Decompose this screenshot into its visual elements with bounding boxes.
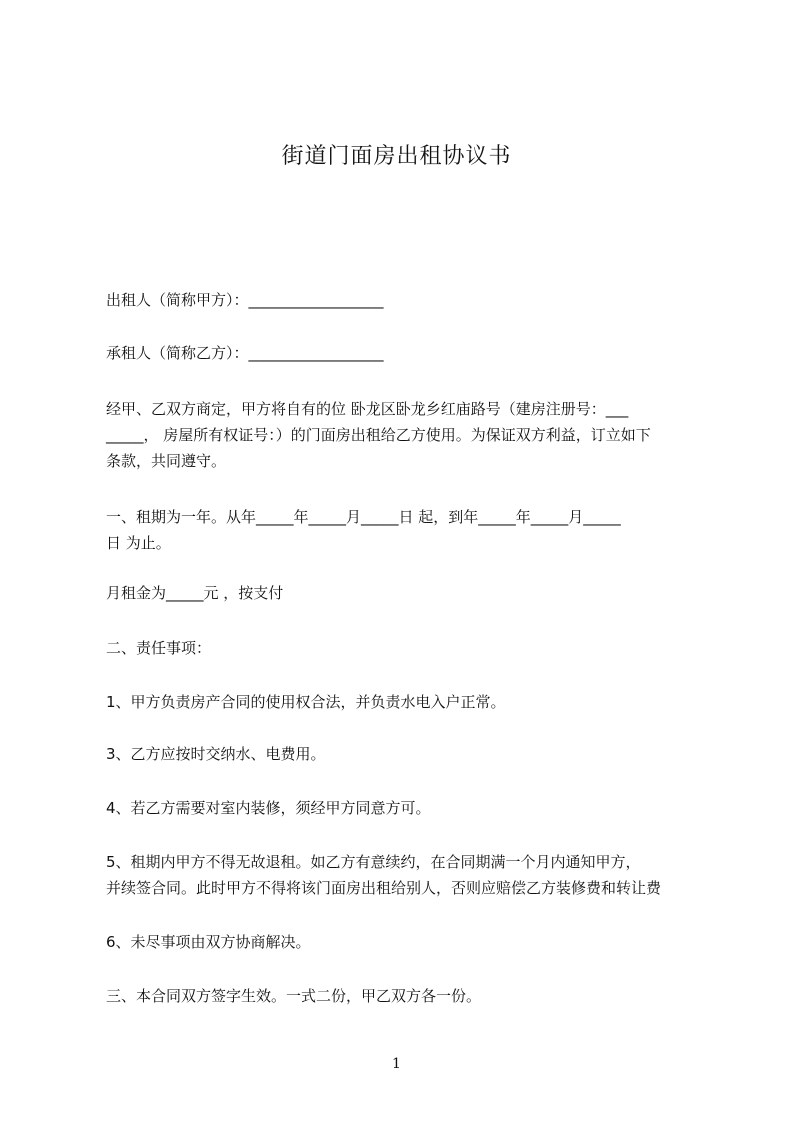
paragraph-line: 1、甲方负责房产合同的使用权合法，并负责水电入户正常。 <box>106 693 506 711</box>
paragraph-line: 3、乙方应按时交纳水、电费用。 <box>106 745 326 763</box>
paragraph-line: 6、未尽事项由双方协商解决。 <box>106 933 311 951</box>
paragraph-lessor <box>106 287 703 313</box>
paragraph-responsibilities-heading <box>106 635 703 661</box>
paragraph-item-5 <box>106 849 703 901</box>
paragraph-line: 承租人（简称乙方）：__________________ <box>106 344 384 362</box>
paragraph-item-4 <box>106 795 703 821</box>
paragraph-term <box>106 504 703 556</box>
page-number: 1 <box>392 1056 401 1072</box>
paragraph-line: 三、本合同双方签字生效。一式二份，甲乙双方各一份。 <box>106 987 482 1005</box>
paragraph-line: 经甲、乙双方商定，甲方将自有的位 卧龙区卧龙乡红庙路号（建房注册号：___ <box>106 400 629 418</box>
paragraph-line: 日 为止。 <box>106 534 171 552</box>
paragraph-line: _____， 房屋所有权证号：）的门面房出租给乙方使用。为保证双方利益，订立如下 <box>106 426 651 444</box>
paragraph-item-1 <box>106 689 703 715</box>
paragraph-line: 条款，共同遵守。 <box>106 452 227 470</box>
paragraph-rent <box>106 580 703 606</box>
paragraph-intro <box>106 396 703 474</box>
paragraph-lessee <box>106 340 703 366</box>
paragraph-effective <box>106 983 703 1009</box>
paragraph-line: 二、责任事项： <box>106 639 212 657</box>
paragraph-item-3 <box>106 741 703 767</box>
paragraph-line: 出租人（简称甲方）：__________________ <box>106 291 384 309</box>
paragraph-line: 并续签合同。此时甲方不得将该门面房出租给别人，否则应赔偿乙方装修费和转让费 <box>106 879 662 897</box>
paragraph-line: 5、租期内甲方不得无故退租。如乙方有意续约，在合同期满一个月内通知甲方， <box>106 853 641 871</box>
paragraph-item-6 <box>106 929 703 955</box>
paragraph-line: 一、租期为一年。从年_____年_____月_____日 起，到年_____年_____月_____ <box>106 508 621 526</box>
document-title: 街道门面房出租协议书 <box>281 144 512 169</box>
paragraph-line: 月租金为_____元 ，按支付 <box>106 584 284 602</box>
paragraph-line: 4、若乙方需要对室内装修，须经甲方同意方可。 <box>106 799 431 817</box>
